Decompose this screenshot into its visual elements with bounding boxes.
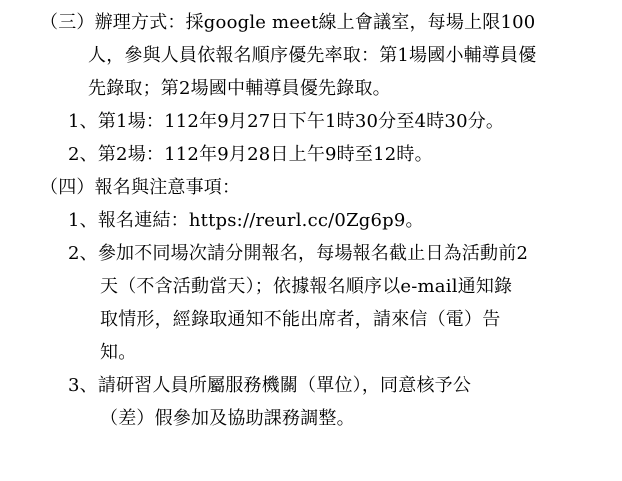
line-text: 第2場：112年9月28日上午9時至12時。 bbox=[97, 144, 433, 165]
document-line bbox=[10, 369, 612, 402]
list-marker: 3、 bbox=[68, 375, 98, 396]
line-text: 天（不含活動當天）；依據報名順序以e-mail通知錄 bbox=[100, 276, 513, 297]
document-line bbox=[10, 270, 612, 303]
document-line bbox=[10, 204, 612, 237]
document-line bbox=[10, 72, 612, 105]
document-line bbox=[10, 138, 612, 171]
line-text: （差）假參加及協助課務調整。 bbox=[100, 408, 355, 429]
line-text: 取情形，經錄取通知不能出席者，請來信（電）告 bbox=[100, 309, 501, 330]
list-marker: 1、 bbox=[68, 210, 98, 231]
line-text: 人，參與人員依報名順序優先率取：第1場國小輔導員優 bbox=[88, 45, 537, 66]
line-text: 先錄取；第2場國中輔導員優先錄取。 bbox=[88, 78, 391, 99]
document-line bbox=[10, 105, 612, 138]
document-line bbox=[10, 39, 612, 72]
line-text: 請研習人員所屬服務機關（單位），同意核予公 bbox=[97, 375, 472, 396]
line-text: 知。 bbox=[100, 342, 137, 363]
document-line bbox=[10, 171, 612, 204]
line-text: 報名與注意事項： bbox=[94, 177, 241, 198]
list-marker: （三） bbox=[40, 12, 95, 33]
line-text: 參加不同場次請分開報名，每場報名截止日為活動前2 bbox=[97, 243, 529, 264]
line-text: 辦理方式：採google meet線上會議室，每場上限100 bbox=[94, 12, 536, 33]
list-marker: 2、 bbox=[68, 144, 98, 165]
line-text: 報名連結：https://reurl.cc/0Zg6p9。 bbox=[97, 210, 424, 231]
document-body bbox=[10, 6, 612, 435]
document-line bbox=[10, 237, 612, 270]
document-line bbox=[10, 336, 612, 369]
list-marker: 2、 bbox=[68, 243, 98, 264]
document-line bbox=[10, 6, 612, 39]
line-text: 第1場：112年9月27日下午1時30分至4時30分。 bbox=[97, 111, 505, 132]
document-line bbox=[10, 303, 612, 336]
list-marker: 1、 bbox=[68, 111, 98, 132]
document-line bbox=[10, 402, 612, 435]
list-marker: （四） bbox=[40, 177, 95, 198]
